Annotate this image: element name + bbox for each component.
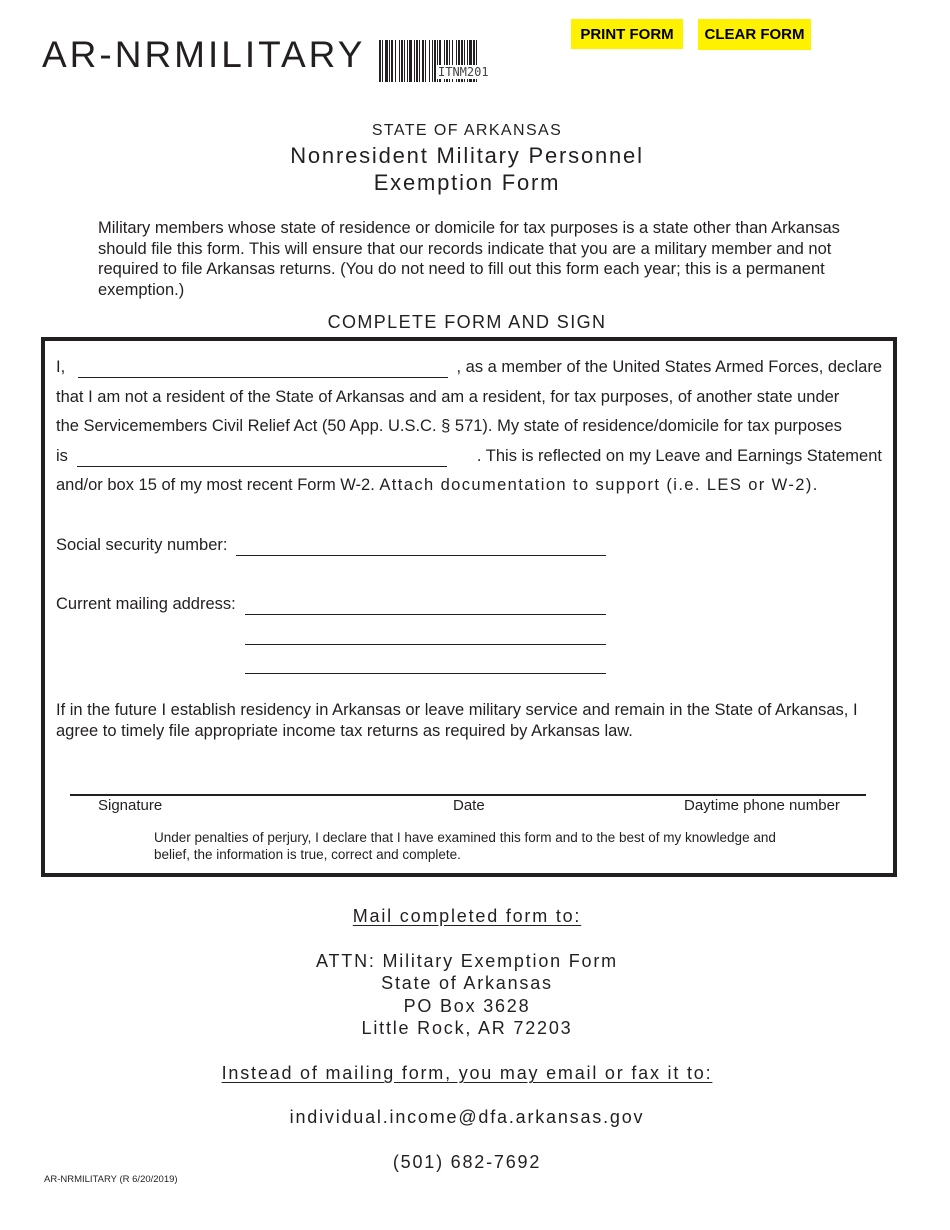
date-label: Date — [453, 797, 485, 814]
state-heading: STATE OF ARKANSAS — [371, 122, 563, 139]
declaration-line-1 — [56, 358, 882, 378]
barcode-bar — [422, 40, 424, 82]
address-line-3-input[interactable] — [245, 655, 606, 674]
signature-line — [70, 794, 866, 796]
member-name-input[interactable] — [78, 359, 448, 378]
signature-label: Signature — [98, 797, 163, 814]
phone-label: Daytime phone number — [684, 797, 840, 814]
barcode-bar — [399, 40, 400, 82]
form-title-line2: Exemption Form — [373, 170, 561, 195]
declaration-after-state: . This is reflected on my Leave and Earnings Statement — [476, 447, 882, 465]
address-line-1-input[interactable] — [245, 596, 606, 615]
declaration-after-name: , as a member of the United States Armed Forces, declare — [456, 358, 882, 376]
barcode-bar — [432, 40, 433, 82]
declaration-i: I, — [56, 358, 66, 376]
barcode-bar — [395, 40, 396, 82]
barcode-bar — [379, 40, 381, 82]
barcode-bar — [404, 40, 405, 82]
future-residency-statement: If in the future I establish residency in Arkansas or leave military service and remain in the State of Arkansas, I agree to timely file appropriate income tax returns as required by Arkansas law. — [56, 701, 858, 740]
barcode-bar — [391, 40, 393, 82]
form-revision: AR-NRMILITARY (R 6/20/2019) — [44, 1174, 178, 1185]
ssn-input[interactable] — [236, 537, 606, 556]
mail-attn: ATTN: Military Exemption Form — [316, 951, 618, 971]
barcode-bar — [414, 40, 415, 82]
mail-state: State of Arkansas — [381, 973, 553, 993]
barcode-bar — [409, 40, 412, 82]
barcode-bar — [416, 40, 418, 82]
mail-po-box: PO Box 3628 — [403, 996, 531, 1016]
form-title-line1: Nonresident Military Personnel — [290, 143, 644, 168]
barcode-bar — [425, 40, 426, 82]
barcode-bar — [382, 40, 383, 82]
print-form-button[interactable]: PRINT FORM — [571, 19, 683, 49]
submission-fax: (501) 682-7692 — [392, 1152, 542, 1172]
attach-documentation-text: Attach documentation to support (i.e. LES or W-2). — [379, 476, 819, 494]
declaration-line-3: the Servicemembers Civil Relief Act (50 App. U.S.C. § 571). My state of residence/domicile for tax purposes — [56, 417, 842, 435]
barcode-bar — [389, 40, 390, 82]
declaration-is: is — [56, 447, 68, 465]
barcode-bar — [385, 40, 388, 82]
clear-form-button[interactable]: CLEAR FORM — [698, 19, 811, 50]
form-id: AR-NRMILITARY — [42, 34, 366, 75]
barcode-bar — [401, 40, 403, 82]
declaration-line-4 — [56, 447, 882, 467]
phone-input[interactable] — [640, 775, 860, 793]
barcode — [378, 40, 558, 82]
domicile-state-input[interactable] — [77, 448, 447, 467]
address-label: Current mailing address: — [56, 595, 236, 613]
ssn-label: Social security number: — [56, 536, 228, 554]
alt-submission-heading: Instead of mailing form, you may email or fax it to: — [221, 1063, 713, 1083]
barcode-bar — [419, 40, 420, 82]
intro-paragraph: Military members whose state of residence or domicile for tax purposes is a state other than Arkansas should file this form. This will ensure that our records indicate that you are a military member and not required to file Arkansas returns. (You do not need to fill out this form each year; this is a permanent exemption.) — [98, 219, 840, 299]
perjury-statement: Under penalties of perjury, I declare that I have examined this form and to the best of my knowledge and belief, the information is true, correct and complete. — [154, 830, 776, 862]
declaration-w2-text: and/or box 15 of my most recent Form W-2. — [56, 476, 380, 494]
mail-heading: Mail completed form to: — [352, 906, 582, 926]
section-heading: COMPLETE FORM AND SIGN — [327, 312, 607, 332]
mail-city: Little Rock, AR 72203 — [361, 1018, 573, 1038]
submission-email[interactable]: individual.income@dfa.arkansas.gov — [289, 1107, 645, 1127]
barcode-bar — [407, 40, 408, 82]
signature-input[interactable] — [70, 775, 370, 793]
date-input[interactable] — [390, 775, 590, 793]
address-line-2-input[interactable] — [245, 626, 606, 645]
barcode-bar — [429, 40, 430, 82]
barcode-text: ITNM201 — [438, 65, 489, 79]
declaration-line-5 — [56, 476, 882, 495]
declaration-line-2: that I am not a resident of the State of Arkansas and am a resident, for tax purposes, of another state under — [56, 388, 840, 406]
